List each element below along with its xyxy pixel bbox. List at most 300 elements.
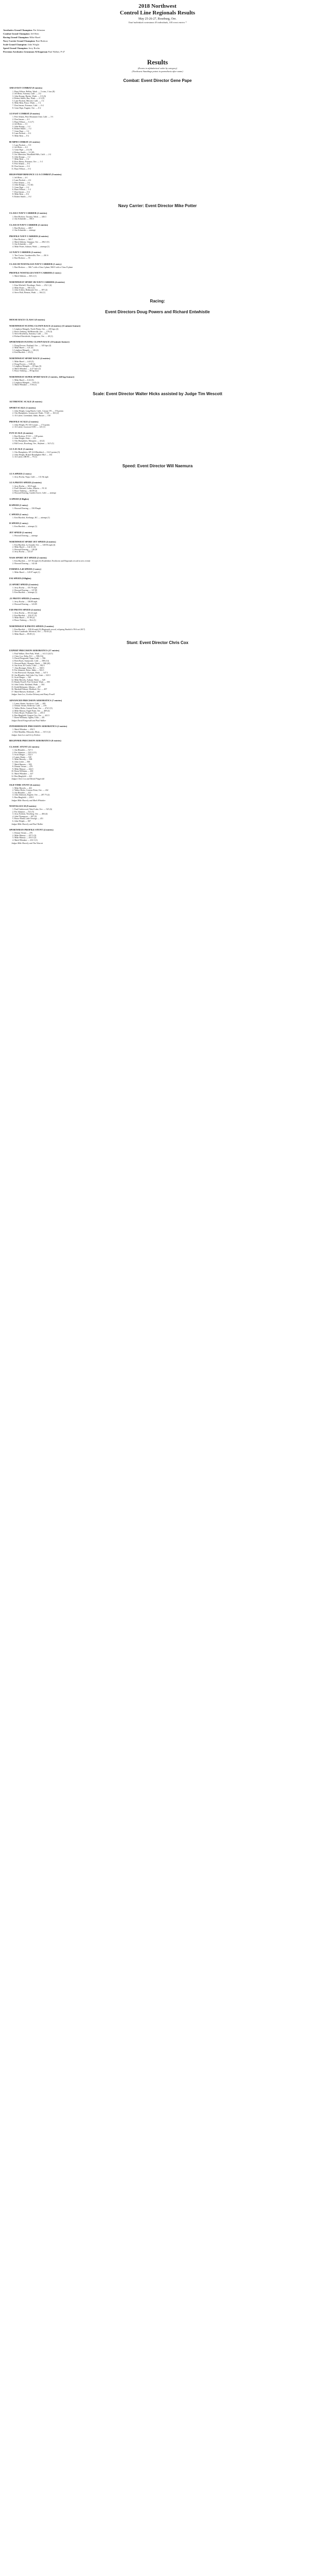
event-name: NORTHWEST SPORT JR NAVY CARRIER (4 entries) [9, 280, 65, 283]
champion-label: Speed Grand Champion: [3, 46, 28, 49]
event-block [9, 513, 312, 519]
event-block [9, 625, 312, 636]
result-entry: 1. Mark Whitaker — 492.5 [14, 728, 312, 731]
result-entry: 17. Mark Hansen, Kirkland — 497 [14, 691, 312, 693]
event-results-list [9, 177, 312, 198]
event-results-list [9, 808, 312, 823]
event-name: MOUSE RACE CLASS I (0 entries) [9, 318, 45, 321]
result-entry: 2. Jim Schneider — attempt [14, 229, 312, 232]
event-results-list [9, 507, 312, 510]
event-block [9, 272, 312, 278]
event-block [9, 235, 312, 248]
result-entry: 13. Randy Powell, Port Orchard, Wash. — 503 [14, 681, 312, 684]
result-entry: 9. Robert Smith — 0-2 [14, 196, 312, 198]
event-results-list [9, 144, 312, 171]
result-entry: 1. John Wright, FG-1D Corsair — 174 points [14, 424, 312, 427]
judges-note: Judges Jann Lee and Jerry Eichten [11, 733, 41, 736]
event-results-list [9, 832, 312, 841]
result-entry: 10. Brent Williams — 430 [14, 770, 312, 773]
result-entry: 2. John Wright, Zeke — 103 [14, 437, 312, 440]
result-entry: 1. Ken Burdick — 108.26 mph (3) (Regionals record, eclipsing Burdick's 99.6 set 2017) [14, 629, 312, 631]
event-block [9, 251, 312, 259]
result-entry: 2. Doug Powers — 5:08 (4) [14, 363, 312, 366]
result-entry: 2. Pat Johnston — 521 (5) [14, 811, 312, 814]
result-entry: 3. Otis Humphries, Mosquito — 44 (2) [14, 440, 312, 443]
result-entry: 5. John Knopp — 1-2 [14, 126, 312, 128]
category-title: Speed: Event Director Will Naemura [122, 464, 193, 469]
result-entry: 1. Howard Doering — attempt [14, 535, 312, 537]
event-block [9, 376, 312, 386]
champion-name: Pat Johnston [32, 28, 45, 31]
event-block [9, 112, 312, 137]
event-results-list [9, 787, 312, 799]
result-entry: 4. Mark Whitaker — 4:27 fuse (2) [14, 368, 312, 370]
results-document [0, 0, 315, 858]
event-block [9, 173, 312, 198]
event-name: AMA FAST COMBAT (9 entries) [9, 87, 43, 90]
result-entry: 1. Bart Brokow — 366.7 with a Class I plane; 968.9 with a Class II plane [14, 266, 312, 269]
result-entry: 2. Bruce Tenberg, McMinnville, Ore. — 178 (3) [14, 331, 312, 333]
result-entry: 2. Howard Doering — 142.46 [14, 563, 312, 565]
result-entry: 4. Bill Lewis, Roseburg, Ore., Skyhunt — 34.5 (1) [14, 443, 312, 445]
result-entry: 3. Mark Whitaker — 9:56 (1) [14, 384, 312, 386]
judges-note: Judges Mike Haverly and Paul Walker [11, 822, 43, 825]
champion-row [3, 43, 312, 46]
result-entry: 9. Pete Athans — 0-2 [14, 163, 312, 165]
event-block [9, 448, 312, 459]
result-entry: 4. Steve Holt, Renton, Wash. — 164 (1) [14, 292, 312, 294]
event-block [9, 432, 312, 445]
result-entry: 3. Ken Burdick — attempt (1) [14, 591, 312, 594]
result-entry: 1. Dennis Vernes — 476 [14, 832, 312, 835]
event-results-list [9, 345, 312, 354]
category-section [3, 204, 312, 294]
result-entry: 1. Paul Walker, Deer Park, Wash. — 611.5 (24.5) [14, 653, 312, 655]
result-entry: 4. John Knopp — 3-2 (6) [14, 184, 312, 187]
event-name: NORTHWEST B PROTO SPEED (3 entries) [9, 624, 54, 628]
result-entry: 1. Jerry Rocha — 103.42 mph [14, 612, 312, 615]
event-name: NORTHWEST SUPER SPORT RACE (3 entries, 140 lap feature) [9, 375, 75, 378]
result-entry: 2. Mark Sikkens, Umpqua, Ore. — 296.5 (5) [14, 241, 312, 244]
champion-row [3, 50, 312, 54]
event-name: FORMULA 40 SPEED (1 entry) [9, 568, 41, 571]
category-subtitle: Event Directors Doug Powers and Richard Entwhistle [105, 310, 210, 315]
event-block [9, 212, 312, 220]
result-entry: 3. Mike Hazel — 89.85 (1) [14, 633, 312, 636]
result-entry: 12. Mike Haverly, Auburn, Wash. — 520 [14, 679, 312, 682]
result-entry: 9. Mike Rein — 0-2 [14, 135, 312, 138]
result-entry: 11. Scott Dinger — 520 [14, 676, 312, 679]
event-name: NORTHWEST SPORT JET SPEED (4 entries) [9, 540, 56, 543]
result-entry: 2. Al Culver, Goorwat CO81 — 125 (1) [14, 426, 312, 429]
result-entry: 1. Ken Burdick, Keelungs, KC — attempt (1) [14, 517, 312, 519]
result-entry: 3. Jerry Eichten, Newberg, Ore. — 484 (4) [14, 813, 312, 816]
event-block [9, 522, 312, 528]
result-entry: 4. Robert Smith, Bay, Wash. — 2-3 (5) [14, 97, 312, 100]
result-entry: 6. John Knopp — 1-2 [14, 156, 312, 159]
event-block [9, 318, 312, 321]
champion-row [3, 47, 312, 50]
result-entry: 1. Mike Hazel — 6:32 (3) [14, 379, 312, 382]
event-name: PROFILE SCALE (2 entries) [9, 420, 39, 423]
result-entry: 3. Mike Massey — 433.5 (2) [14, 837, 312, 839]
result-entry: 5. Gene Pape — 2-2 [14, 187, 312, 189]
judges-note: Judges Mike Haverly and Mark Whitaker [11, 799, 46, 802]
event-block [9, 357, 312, 372]
event-name: 80 MPH COMBAT (11 entries) [9, 140, 40, 143]
event-block [9, 325, 312, 337]
event-block [9, 224, 312, 232]
category-title: Combat: Event Director Gene Pape [123, 78, 192, 83]
result-entry: 1. Tim Cortez, Goodnerville, Nev. — 261.6 [14, 255, 312, 257]
event-results-list [9, 227, 312, 232]
result-entry: 1. Ken Burdick — 147.36 mph (3) (Establishes Northwest and Regionals record in new event) [14, 560, 312, 563]
event-block [9, 420, 312, 429]
event-block [9, 739, 312, 742]
result-entry: 2. Lane Puckett — 4-2 [14, 179, 312, 182]
category-section [3, 299, 312, 386]
event-name: OLD-TIME STUNT (6 entries) [9, 783, 40, 786]
event-name: NORTHWEST SPORT RACE (4 entries) [9, 357, 50, 360]
result-entry: 14. John Leslie, Kirkland, Wash. — 504 [14, 684, 312, 686]
result-entry: 6. Mike Rein, Pasco, Wash. — 1-2 [14, 102, 312, 105]
result-entry: 1. Buzz Wilson, Bellair, Wash. — 5 wins, 1 loss (8) [14, 91, 312, 93]
event-block [9, 531, 312, 537]
result-entry: 1. Paul Underwood, Ward Lake, Ore. — 525 (6) [14, 808, 312, 811]
event-block [9, 608, 312, 621]
result-entry: 1. Pete Athans, Pine Mountain Club, Calif. — 5-1 [14, 116, 312, 118]
result-entry: 2. Howard Doering — 137.89 [14, 589, 312, 592]
result-entry: 4. Jerry Rocha — 123.47 [14, 551, 312, 553]
event-name: NOSTALGIA 30 (8 entries) [9, 805, 37, 808]
event-results-list [9, 485, 312, 495]
result-entry: 8. Pat Johnston, Boise, Idaho — 563.5 [14, 669, 312, 672]
result-entry: 5. Drew Royer, Portland, Ore. — 455.5 [14, 712, 312, 715]
result-entry: 8. Lane Puckett — 0-2 [14, 132, 312, 135]
event-block [9, 481, 312, 494]
event-results-list [9, 435, 312, 445]
result-entry: 2. Steve Lauderale, Silverton, Ore. — 92.65 (2) [14, 631, 312, 633]
result-entry: 1. Lane Puckett — 5-0 [14, 144, 312, 147]
event-results-list [9, 275, 312, 278]
result-entry: 3. Jim Rhoades — 422 [14, 792, 312, 794]
result-entry: 4. John Johnston, Eugene, Ore. — 287.75 (2) [14, 794, 312, 796]
event-name: PROFILE NAVY CARRIER (4 entries) [9, 234, 48, 238]
result-entry: 1. Mike Hazel — 120.97 mph (1) [14, 571, 312, 574]
event-name: F2D PROTO SPEED (4 entries) [9, 608, 41, 612]
category-title: Scale: Event Director Walter Hicks assisted by Judge Tim Wescott [93, 391, 222, 396]
champion-label: Aerobatics Grand Champion: [3, 28, 33, 31]
judges-note: Judges Mike Haverly and Tim Wescott [11, 841, 43, 844]
category-title: Racing: [150, 299, 165, 304]
event-name: 1/2 A SCALE (3 entries) [9, 448, 33, 451]
event-name: A SPEED (0 flights) [9, 497, 29, 500]
result-entry: 15. Keith Belmonte, Alberta — 497 [14, 686, 312, 689]
result-entry: 4. Jeff Rein — 3-1 [14, 123, 312, 126]
result-entry: 2. Mike Massey — 457.5 (3) [14, 835, 312, 837]
event-results-list [9, 284, 312, 294]
event-results-list [9, 517, 312, 519]
event-results-list [9, 239, 312, 248]
judges-note: Judges Jann Lee, Gordon Delaney and Rusty Powell [11, 693, 55, 696]
result-entry: 4. Richard Entwhistle, Scappoose, Ore. — 40 (1) [14, 335, 312, 338]
event-block [9, 649, 312, 696]
event-block [9, 400, 312, 403]
event-results-list [9, 587, 312, 594]
event-results-list [9, 379, 312, 386]
result-entry: 5. Howard Rush, Olympia, Wash. — 586 (20) [14, 663, 312, 665]
event-name: SPORTSMAN PROFILE STUNT (4 entries) [9, 828, 54, 832]
result-entry: 2. Mike Potter — 190.3 (3) [14, 287, 312, 290]
event-block [9, 828, 312, 844]
event-results-list [9, 526, 312, 528]
event-block [9, 406, 312, 417]
result-entry: 3. Gene Pape — 4-2 (9) [14, 149, 312, 151]
result-entry: 5. Joe Alberston, Woodland Hills, Calif. — 2-2 [14, 154, 312, 156]
event-name: PROFILE NOSTALGIA NAVY CARRIER (1 entry) [9, 272, 61, 275]
event-name: NASS SPORT JET SPEED (2 entries) [9, 556, 47, 560]
result-entry: 7. Mike Rein — 1-2 [14, 158, 312, 161]
event-results-list [9, 451, 312, 459]
event-block [9, 263, 312, 269]
event-name: CLASS I NAVY CARRIER (2 entries) [9, 212, 47, 215]
result-entry: 9. Jim Hoewood, Olympia, Wash. — 547.5 [14, 672, 312, 674]
result-entry: 1. Mike Hazel — 4:43 (5) [14, 361, 312, 363]
result-entry: 2. Ken Burdick — 102.47 (3) [14, 615, 312, 617]
results-points-note: (Northwest Standings points in parenthesis after name) [132, 70, 183, 73]
result-entry: 3. John Uchley, Redmond, Ore. — 187 (2) [14, 289, 312, 292]
result-entry: 3. Scott Dinger — 522.5 [14, 754, 312, 756]
result-entry: 1. Mark Sikkens — 365.2 (1) [14, 275, 312, 278]
result-entry: 2. Jeff Rein, Sonoma, Calif. — 4-2 [14, 93, 312, 95]
result-entry: 1. Kim Mitchell, Woodinge, Wash. — 252.1 (4) [14, 284, 312, 287]
result-entry: 4. Mike Massey, Eagle Point, Ore. — 469 (4) [14, 710, 312, 713]
event-name: EXPERT PRECISION AEROBATICS (17 entries) [9, 649, 60, 652]
result-entry: 3. Jim Schneider — 247 [14, 243, 312, 246]
event-block [9, 805, 312, 825]
event-dates: May 25-26-27, Roseburg, Ore. [138, 18, 177, 21]
results-order-note: (Events in alphabetical order by category) [137, 66, 178, 70]
result-entry: 3. Mike Hazel — 97.09 (2) [14, 617, 312, 619]
result-entry: 1. Jeff Rein — 4-1 [14, 177, 312, 179]
event-name: AUTHENTIC SCALE (0 entries) [9, 400, 42, 403]
event-block [9, 725, 312, 736]
champion-row [3, 36, 312, 39]
event-name: FAI SPEED (0 flights) [9, 577, 31, 580]
event-name: ADVANCED PRECISION AEROBATICS (7 entries) [9, 699, 62, 702]
event-results-list [9, 255, 312, 259]
result-entry: 2. Howard Doering — 123.85 [14, 603, 312, 606]
event-name: FUN SCALE (4 entries) [9, 431, 33, 434]
event-block [9, 498, 312, 501]
event-results-list [9, 749, 312, 777]
result-entry: 8. Gene Pape, Eugene, Ore. — 0-2 [14, 107, 312, 110]
result-entry: 7. Don Jensen — 0-2 [14, 191, 312, 194]
event-name: HIGH-PERFORMANCE 1/2 A COMBAT (9 entries) [9, 173, 62, 176]
event-results-list [9, 544, 312, 553]
event-block [9, 583, 312, 594]
result-entry: 3. Leighton Mangels — 65 laps (3) [14, 365, 312, 368]
result-entry: 6. Buzz Wilson — 1-2 [14, 189, 312, 191]
result-entry: 2. Walter Hicks, Creston Point, Ore. — 432 [14, 789, 312, 792]
result-entry: 2. Otis Humphries, Lynnwood, Wash., T-34C — 163 (2) [14, 412, 312, 415]
contestant-totals: Total individual contestants 43 individuals, 105 event entries * [128, 21, 187, 24]
result-entry: 8. Ross Henry, Potomac, Ore. — 1-2 [14, 161, 312, 163]
result-entry: 2. Bart Brokow — 55 [14, 257, 312, 260]
event-name: CLASSIC STUNT (12 entries) [9, 745, 40, 749]
result-entry: 2. Mike Hazel — 121 (3) [14, 347, 312, 349]
results-sections [3, 78, 312, 844]
result-entry: 1. Ken Burdick, La Grande, Ore. — 148.96 mph (4) [14, 544, 312, 547]
category-title: Navy Carrier: Event Director Mike Potter [118, 203, 197, 208]
event-name: 1/2 FAST COMBAT (9 entries) [9, 112, 40, 115]
result-entry: 2. Jim Schneider — 390.5 [14, 218, 312, 221]
result-entry: 2. Leighton Mangels — 9:05 (2) [14, 382, 312, 384]
results-title: Results [147, 58, 168, 66]
result-entry: 1. Jerry Rocha — 155.78 mph [14, 587, 312, 589]
result-entry: 3. John Knopp, Burien, Wash. — 3-3 (6) [14, 95, 312, 98]
result-entry: 8. Dennis Vernes — 479 [14, 766, 312, 768]
result-entry: 16. Marshall Palmer, Medford, Ore. — 497 [14, 688, 312, 691]
event-name: 21 SPORT SPEED (4 entries) [9, 583, 39, 586]
result-entry: 5. Ben Bingfield — 239.5 [14, 796, 312, 799]
event-results-list [9, 216, 312, 221]
result-entry: 4. Mike Potter, Auburn, Wash. — attempt (1) [14, 246, 312, 248]
result-entry: 1. Mike Haverly — 461 [14, 787, 312, 790]
event-block [9, 597, 312, 605]
event-results-list [9, 571, 312, 574]
event-name: SPORT SCALE (3 entries) [9, 406, 36, 409]
result-entry: 2. Chris Cox, Delta, B.C. — 598 (16) [14, 655, 312, 658]
result-entry: 2. Mike Hazel — 142.31 (3) [14, 546, 312, 549]
event-block [9, 556, 312, 565]
result-entry: 4. Howard Doering, Garden Grove, Calif. — attempt [14, 492, 312, 495]
champion-name: Paul Walker, P-47 [47, 50, 65, 53]
result-entry: 5. Bruce Tenberg — 89 lap heat [14, 370, 312, 372]
category-section [3, 640, 312, 844]
result-entry: 1. Doug Powers, Portland, Ore. — 145 laps (4) [14, 345, 312, 347]
result-entry: 2. Don Jensen — 4-1 [14, 118, 312, 121]
event-results-list [9, 535, 312, 537]
result-entry: 4. Ken Burdick — 29 (1) [14, 351, 312, 354]
category-title: Stunt: Event Director Chris Cox [126, 640, 188, 646]
event-block [9, 784, 312, 802]
result-entry: 3. David Fitzgerald, Napa, Calif. — 596 [14, 657, 312, 660]
event-name: SPORTSMAN FLYING CLOWN RACE (10 minute feature) [9, 341, 69, 344]
result-entry: 5. Lane Puckett, Merced, Calif. — 1-2 [14, 100, 312, 103]
result-entry: 12. Ben Bingfield — 421 [14, 775, 312, 778]
event-results-list [9, 266, 312, 269]
champion-name: John Wright [27, 43, 40, 46]
champion-label: Combat Grand Champion: [3, 32, 30, 35]
result-entry: 4. Lanny Shutts — 520 [14, 756, 312, 759]
result-entry: 2. Jeff Rein — 4-2 [14, 146, 312, 149]
event-results-list [9, 424, 312, 429]
judges-note: Judges David Fitzgerald and Paul Walker [11, 719, 46, 722]
result-entry: 6. Jim Aron, El Cerrito, Calif. — 582.5 [14, 665, 312, 667]
event-results-list [9, 476, 312, 479]
result-entry: 1. Bart Brokow — 365.7 [14, 239, 312, 241]
event-results-list [9, 728, 312, 733]
event-results-list [9, 601, 312, 605]
event-results-list [9, 560, 312, 565]
result-entry: 3. Steve Roseberry, Sonoma, Calif. — 174 [14, 333, 312, 335]
result-entry: 6. Robert Smith — 1-2 [14, 128, 312, 130]
event-block [9, 699, 312, 722]
result-entry: 3. Buzz Wilson — 3-2 (7) [14, 121, 312, 124]
result-entry: 5. Mike Haverly — 508 [14, 758, 312, 761]
result-entry: 4. Mark Whitaker — 431.5 (1) [14, 839, 312, 842]
event-results-list [9, 629, 312, 636]
event-results-list [9, 703, 312, 719]
result-entry: 1. Bart Brokow, P-51C — 109 points [14, 435, 312, 438]
result-entry: 3. Walter Hicks, Central Point, Ore. — 474.5 (5) [14, 707, 312, 710]
document-subtitle: Control Line Regionals Results [119, 10, 196, 16]
champions-list [3, 29, 312, 54]
result-entry: 7. Don Jensen, Potomac, Calif. — 0-2 [14, 105, 312, 107]
event-name: CLASS III NOSTALGIA NAVY CARRIER (1 entry) [9, 262, 62, 265]
judges-note: Judges Chris Cox and David Fitzgerald [11, 777, 44, 781]
result-entry: 4. Robert Smith — 3-3 (8) [14, 151, 312, 154]
result-entry: 3. Al Culver, Greenland, Idaho, Buster — 150 [14, 415, 312, 417]
category-section [3, 392, 312, 459]
result-entry: 3. Bruce Tenberg — 66.09 (2) [14, 490, 312, 493]
event-name: JET SPEED (2 entries) [9, 531, 32, 534]
result-entry: 2. John Wright, Bristol Beaufighter Mk I — 102 [14, 454, 312, 456]
result-entry: 7. Mark Hansen — 503 [14, 764, 312, 766]
event-name: C SPEED (1 entry) [9, 513, 28, 516]
result-entry: 1. Jerry Rocha, Napa, Calif. — 131.9k mph [14, 476, 312, 479]
result-entry: 1. Bart Brokow — 408.7 [14, 227, 312, 230]
result-entry: 3. Howard Doering — 130.28 [14, 549, 312, 551]
champion-name: Jerry Rocha [28, 46, 40, 49]
result-entry: 1. Jerry Rocha — 138.89 mph [14, 601, 312, 603]
results-heading [3, 58, 312, 73]
result-entry: 1. Leighton Mangels, North Plains, Ore. — 250 laps (4) [14, 328, 312, 331]
champion-label: Scale Grand Champion: [3, 43, 27, 46]
result-entry: 2. Dennis Vernes, Bellevue, Calif. — 476 [14, 705, 312, 707]
champion-label: Navy Carrier Grand Champion: [3, 39, 36, 42]
champion-name: Bart Brokow [35, 39, 48, 42]
event-name: 1/2 NAVY CARRIER (2 entries) [9, 251, 41, 254]
event-name: B SPEED (1 entry) [9, 503, 28, 506]
event-name: 1/2 A PROTO SPEED (4 entries) [9, 481, 42, 484]
result-entry: 1. Jerry Rocha — 103.9 mph [14, 485, 312, 488]
event-results-list [9, 410, 312, 417]
event-results-list [9, 91, 312, 110]
result-entry: 1. Jim Rhoades — 527.5 [14, 749, 312, 752]
event-block [9, 540, 312, 553]
event-name: NORTHWEST FLYING CLOWN RACE (4 entries) (11 minute feature) [9, 325, 81, 328]
result-entry: 10. Don Jensen — 0-2 [14, 165, 312, 168]
result-entry: 9. Mike Massey — 444.5 [14, 768, 312, 771]
event-name: BEGINNER PRECISION AEROBATICS (0 entries) [9, 739, 61, 742]
event-block [9, 577, 312, 580]
result-entry: 4. John Thompson — 467 (3) [14, 816, 312, 818]
result-entry: 1. Ken Burdick — attempt (1) [14, 526, 312, 528]
event-name: D SPEED (1 entry) [9, 522, 28, 525]
result-entry: 1. Howard Doering — 150.95mph [14, 507, 312, 510]
event-results-list [9, 612, 312, 621]
result-entry: 6. John Wright — 367 [14, 820, 312, 823]
result-entry: 4. Bruce Tenberg — 96.4 (1) [14, 619, 312, 622]
document-title: 2018 Northwest [138, 3, 177, 9]
result-entry: 7. Gene Pape — 1-2 [14, 130, 312, 133]
champion-label: Racing Grand Champion: [3, 36, 29, 39]
event-name: 1/2 A SPEED (1 entry) [9, 472, 32, 475]
champion-label: Precision Aerobatics Grummon Al Kegarnan [3, 50, 48, 53]
champion-row [3, 40, 312, 43]
